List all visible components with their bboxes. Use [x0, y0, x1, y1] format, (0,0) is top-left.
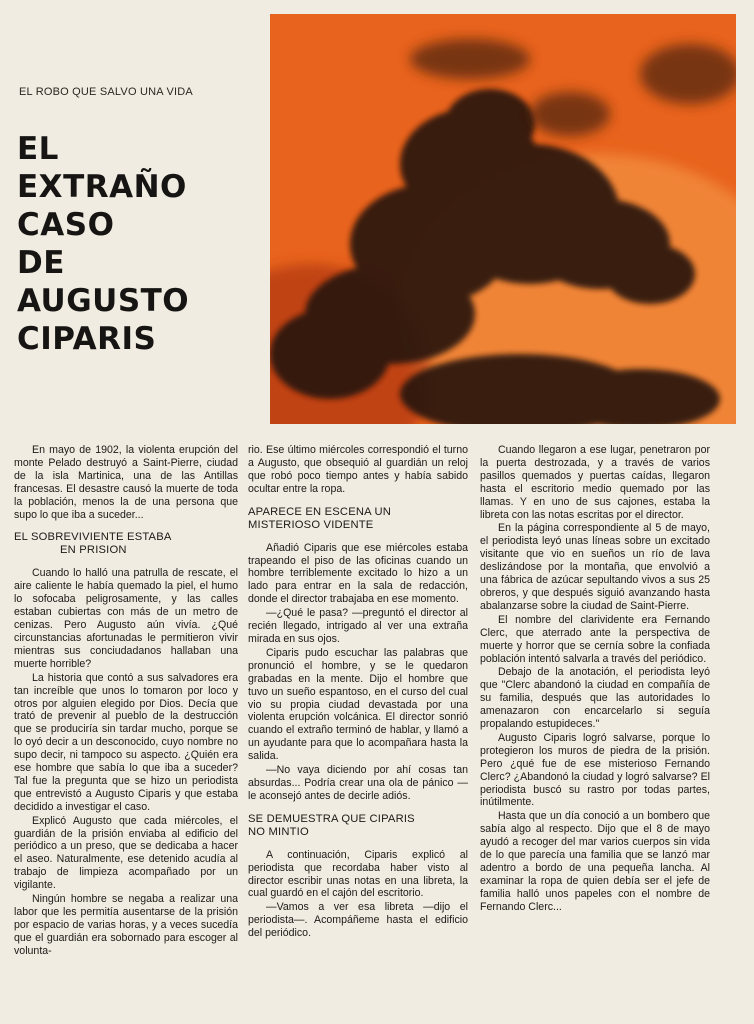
paragraph: Cuando llegaron a ese lugar, penetraron por la puerta destrozada, y a través de varios pasillos quemados y puertas caídas, llegaron hasta el escritorio medio quemado por las llamas. Y en uno de sus cajones, estaba la libreta con las notas escritas por el director.: [480, 444, 710, 521]
paragraph: A continuación, Ciparis explicó al periodista que recordaba haber visto al director escribir unas notas en una libreta, la cual guardó en el cajón del escritorio.: [248, 848, 468, 900]
headline-line: EXTRAÑO: [17, 169, 187, 205]
section-heading: [248, 813, 468, 839]
paragraph: En la página correspondiente al 5 de mayo, el periodista leyó unas líneas sobre un excitado visitante que vio en sueños un río de lava deslizándose por la montaña, que envolvió a una fábrica de azúcar sepultando vivos a sus 25 obreros, y que después siguió avanzando hasta abalanzarse sobre la ciudad de Saint-Pierre.: [480, 522, 710, 612]
section-heading: [248, 506, 468, 532]
section-heading-line: APARECE EN ESCENA UN: [248, 505, 392, 518]
headline-line: CIPARIS: [17, 321, 157, 357]
paragraph: Ciparis pudo escuchar las palabras que pronunció el hombre, y se le quedaron grabadas en la mente. Dijo el hombre que tuvo un sueño espantoso, en el curso del cual vio su propia ciudad devastada por una violenta erupción volcánica. El director sonrió cuando el extraño terminó de hablar, y llamó a un ayudante para que lo acompañara hasta la salida.: [248, 646, 468, 763]
paragraph: Cuando lo halló una patrulla de rescate, el aire caliente le había quemado la piel, el humo lo sofocaba peligrosamente, y las calles estaban cubiertas con más de un metro de cenizas. Pero Augusto aún vivía. ¿Qué circunstancias afortunadas le permitieron vivir mientras sus conciudadanos hallaban una muerte horrible?: [14, 567, 238, 670]
text-column-3: [480, 444, 710, 915]
paragraph: La historia que contó a sus salvadores era tan increíble que unos lo tomaron por loco y otros por alguien elegido por Dios. Decía que trató de prevenir al pueblo de la destrucción que se produciría sin tardar mucho, porque se lo oyó decir a un desconocido, cuyo nombre no supo decir, ni tampoco su aspecto. ¿Quién era ese hombre que sabía lo que iba a suceder? Tal fue la pregunta que se hizo un periodista que entrevistó a Augusto Ciparis y que estaba decidido a investigar el caso.: [14, 671, 238, 813]
paragraph: rio. Ese último miércoles correspondió el turno a Augusto, que obsequió al guardián un reloj que robó poco tiempo antes y había sabido ocultar entre la ropa.: [248, 444, 468, 495]
section-heading-line: MISTERIOSO VIDENTE: [248, 518, 374, 531]
section-heading: [14, 531, 238, 557]
headline: [17, 130, 267, 358]
paragraph: Añadió Ciparis que ese miércoles estaba trapeando el piso de las oficinas cuando un hombre terriblemente excitado lo hizo a un lado para entrar en la sala de redacción, donde el director trabajaba en ese momento.: [248, 541, 468, 606]
paragraph: Ningún hombre se negaba a realizar una labor que les permitía ausentarse de la prisión por espacio de varias horas, y a veces sucedía que el guardián era sobornado para escoger al volunta-: [14, 893, 238, 957]
section-heading-line: NO MINTIO: [248, 825, 309, 838]
headline-line: AUGUSTO: [17, 283, 190, 319]
kicker: EL ROBO QUE SALVO UNA VIDA: [19, 86, 193, 98]
smoke-cloud-image: [270, 14, 736, 424]
headline-line: EL: [17, 131, 59, 167]
section-heading-line: EL SOBREVIVIENTE ESTABA: [14, 531, 172, 544]
paragraph: Debajo de la anotación, el periodista leyó que "Clerc abandonó la ciudad en compañía de su familia, después que las autoridades lo amenazaron con encarcelarlo si seguía propalando estupideces.": [480, 666, 710, 731]
section-heading-line: EN PRISION: [60, 544, 127, 557]
paragraph: —Vamos a ver esa libreta —dijo el periodista—. Acompáñeme hasta el edificio del periódico.: [248, 901, 468, 940]
paragraph: Augusto Ciparis logró salvarse, porque lo protegieron los muros de piedra de la prisión. Pero ¿qué fue de ese misterioso Fernando Clerc? ¿Abandonó la ciudad y logró salvarse? El periodista buscó su rastro por todas partes, inútilmente.: [480, 731, 710, 809]
paragraph: Explicó Augusto que cada miércoles, el guardián de la prisión enviaba al edificio del periódico a un preso, que se dedicaba a hacer el aseo. Naturalmente, ese detenido acudía al trabajo de limpieza acompañado por un vigilante.: [14, 814, 238, 892]
paragraph: Hasta que un día conoció a un bombero que sabía algo al respecto. Dijo que el 8 de mayo ayudó a recoger del mar varios cuerpos sin vida de lo que parecía una familia que se lanzó mar adentro a bordo de una pequeña lancha. Al examinar la ropa de quien debía ser el jefe de familia halló unos papeles con el nombre de Fernando Clerc...: [480, 810, 710, 913]
section-heading-line: SE DEMUESTRA QUE CIPARIS: [248, 812, 415, 825]
volcano-smoke-illustration: [270, 14, 736, 424]
paragraph: —No vaya diciendo por ahí cosas tan absurdas... Podría crear una ola de pánico —le aconsejó antes de decirle adiós.: [248, 764, 468, 802]
paragraph: El nombre del clarividente era Fernando Clerc, que aterrado ante la perspectiva de muerte y horror que se cernía sobre la confiada población intentó salvarla a través del periódico.: [480, 613, 710, 665]
paragraph: —¿Qué le pasa? —preguntó el director al recién llegado, intrigado al ver una extraña mirada en sus ojos.: [248, 607, 468, 645]
paragraph: En mayo de 1902, la violenta erupción del monte Pelado destruyó a Saint-Pierre, ciudad de la isla Martinica, una de las Antillas francesas. El desastre causó la muerte de toda la población, menos la de una persona que supo lo que iba a suceder...: [14, 444, 238, 521]
text-column-2: [248, 444, 468, 941]
text-column-1: [14, 444, 238, 959]
headline-line: DE: [17, 245, 65, 281]
headline-line: CASO: [17, 207, 115, 243]
